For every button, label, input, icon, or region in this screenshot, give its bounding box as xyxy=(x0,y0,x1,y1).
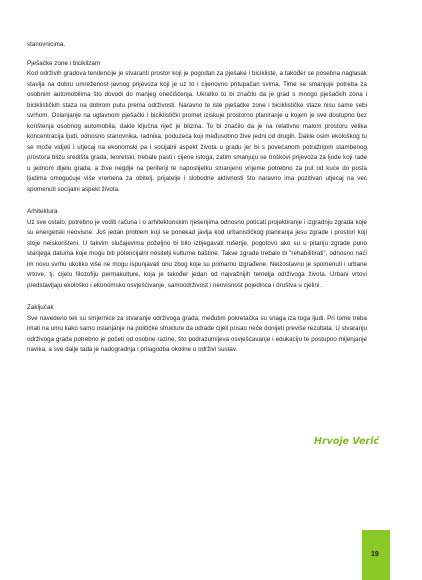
section-heading: Arhitektura xyxy=(27,208,58,215)
page-number: 19 xyxy=(371,551,379,558)
section-heading: Zaključak xyxy=(27,304,54,311)
section-paragraph: Uz sve ostalo, potrebno je voditi računa i o arhitektonskim rješenjima odnosno poticati projektiranje i izgradnju zgrada koje su energetski neovisne. Još jedan problem koji se ponekad javlja kod urbanističkog planiranja jesu zgrade i prostori koji stoje neiskorišteni. U takvim slučajevima poželjno bi bilo izbjegavati rušenje, pogotovo ako su u pitanju zgrade puno starijega datuma koje mogu biti potencijalni nositelji kulturne baštine. Takve zgrade trebalo bi "rehabilitirati", odnosno naći im novu svrhu ukoliko više ne mogu ispunjavati onu zbog koje su primarno izgrađene. Neizostavno je spomenuti i urbane vrtove, tj. cijelu filozofiju permakulture, koja je također jedan od najvažnijih temelja održivoga života. Urbani vrtovi predstavljaju ekološko i ekonomsko osvješćivanje, samoodrživost i neovisnost pojedinca i društva u cjelini. xyxy=(27,218,367,289)
section-heading: Pješačke zone i biciklizam xyxy=(27,59,101,67)
article-body xyxy=(27,40,367,356)
section-paragraph: Sve navedeno tek su smjernice za stvaranje održivoga grada, međutim pokretačka su snaga iza toga ljudi. Pri tome treba imati na umu kako samo oslanjanje na političke strukture da odrade cijeli posao neće donijeti previše rezultata. U stvaranju održivoga grada potrebno je početi od osobne razine, što podrazumijeva osvješćavanje i edukaciju te postupno mijenjanje navika, a sve dalje tada je nadogradnja i prilagodba okoline u održivi sustav. xyxy=(27,314,367,353)
intro-line: stanovnicima. xyxy=(27,41,66,48)
section-arhitektura xyxy=(27,207,367,291)
section-pjesacke-zone xyxy=(27,59,367,196)
section-zakljucak xyxy=(27,303,367,356)
author-signature: Hrvoje Verić xyxy=(314,436,380,447)
section-paragraph: Kod održivih gradova tendencije je stvaranti prostor koji je pogodan za pješake i biciklistе, a također se posebna naglasak stavlja na dobru umreženost javnog prijevoza koji je uz to i cijenovno pritupačan svima. Time se smanjuje potreba za osobnim automobilima što dovodi do manjeg onečišćenja. Ukratko to bi značilo da je grad s mnogo pješačkih zona i biciklističkih staza na dobrom putu prema održivosti. Naravno te iste pješačke zone i biciklističke staze nisu same sebi svrhom. Oslanjanje na uglavnom pješački i biciklistički promet iziskuje prostorno planiranje u kojem je sve dostupno bez korištenja osobnog automobila, dakle ključna riječ je blizina. To bi značilo da je na relativno malom prostoru velika koncentracija ljudi, odnosno stanovnika, radnika, poduzeća koji međusobno žive jedni od drugih. Dakle osim ekološkog tu se može vidjeti i utjecaj na ekonomski pa i socijalni aspekt života u gradu jer bi s povećanom potražnjom stambenog prostora blizu središta grada, teoretski, trebale pasti i cijene istoga, zatim smanjuju se troškovi prijevoza za ljude koji rade u jednom dijelu grada, a žive negdje na periferiji te naposlijetku smanjeno vrijeme potrebno za put od kuće do posla ljudima omogućuje više vremena za obitelj, prijatelje i slobodne aktivnosti što naravno ima pozitivan utjecaj na već spomenuti socijalni aspekt života. xyxy=(27,70,367,193)
